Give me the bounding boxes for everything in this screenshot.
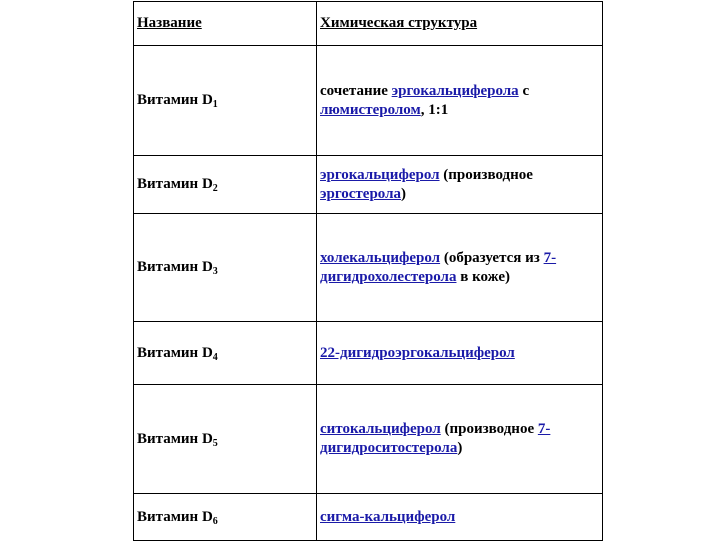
header-row (134, 2, 603, 46)
chemical-structure-cell (317, 385, 603, 494)
vitamin-name-cell (134, 214, 317, 322)
structure-text: (производное (439, 166, 533, 183)
chemical-structure-cell (317, 322, 603, 385)
vitamin-name-cell (134, 494, 317, 541)
structure-text: сочетание (320, 82, 392, 99)
table-row (134, 385, 603, 494)
structure-text: (производное (440, 421, 538, 437)
chemical-structure-cell (317, 214, 603, 322)
compound-link[interactable]: 7-дигидрохолестерола (320, 249, 557, 285)
vitamin-subscript: 6 (212, 515, 218, 527)
chemical-structure-cell (317, 156, 603, 214)
vitamin-name-cell (134, 46, 317, 156)
compound-link[interactable]: сигма-кальциферол (320, 508, 456, 525)
header-structure-cell (317, 2, 603, 46)
compound-link[interactable]: эргокальциферола (391, 82, 519, 99)
vitamin-name-cell (134, 322, 317, 385)
table-row (134, 46, 603, 156)
vitamin-name-cell (134, 156, 317, 214)
compound-link[interactable]: эргокальциферол (320, 166, 440, 183)
compound-link[interactable]: холекальциферол (320, 249, 441, 266)
vitamin-d-table (133, 1, 603, 541)
table-row (134, 494, 603, 541)
header-name: Название (137, 15, 202, 31)
vitamin-name: Витамин D (137, 508, 213, 525)
table-row (134, 156, 603, 214)
vitamin-subscript: 2 (212, 183, 218, 194)
vitamin-name: Витамин D (137, 176, 213, 192)
structure-text: (образуется из (440, 249, 544, 266)
chemical-structure-cell (317, 46, 603, 156)
chemical-structure-cell (317, 494, 603, 541)
compound-link[interactable]: 22-дигидроэргокальциферол (320, 344, 515, 361)
structure-text: ) (401, 185, 407, 202)
header-name-cell (134, 2, 317, 46)
vitamin-name: Витамин D (137, 92, 213, 108)
vitamin-name: Витамин D (137, 430, 213, 447)
table-row (134, 322, 603, 385)
compound-link[interactable]: люмистеролом (320, 101, 421, 118)
structure-text: , 1:1 (420, 101, 449, 118)
compound-link[interactable]: ситокальциферол (320, 421, 441, 437)
vitamin-name: Витамин D (137, 344, 213, 361)
vitamin-subscript: 4 (212, 351, 218, 363)
vitamin-subscript: 5 (212, 437, 218, 449)
structure-text: ) (457, 440, 463, 456)
compound-link[interactable]: эргостерола (320, 185, 402, 202)
compound-link[interactable]: 7-дигидроситостерола (320, 421, 551, 456)
table-row (134, 214, 603, 322)
vitamin-subscript: 1 (212, 99, 218, 110)
structure-text: в коже) (456, 268, 510, 285)
header-structure: Химическая структура (320, 15, 478, 31)
vitamin-subscript: 3 (212, 266, 218, 277)
table-body (134, 2, 603, 541)
structure-text: с (518, 82, 530, 99)
vitamin-name: Витамин D (137, 259, 213, 275)
vitamin-name-cell (134, 385, 317, 494)
